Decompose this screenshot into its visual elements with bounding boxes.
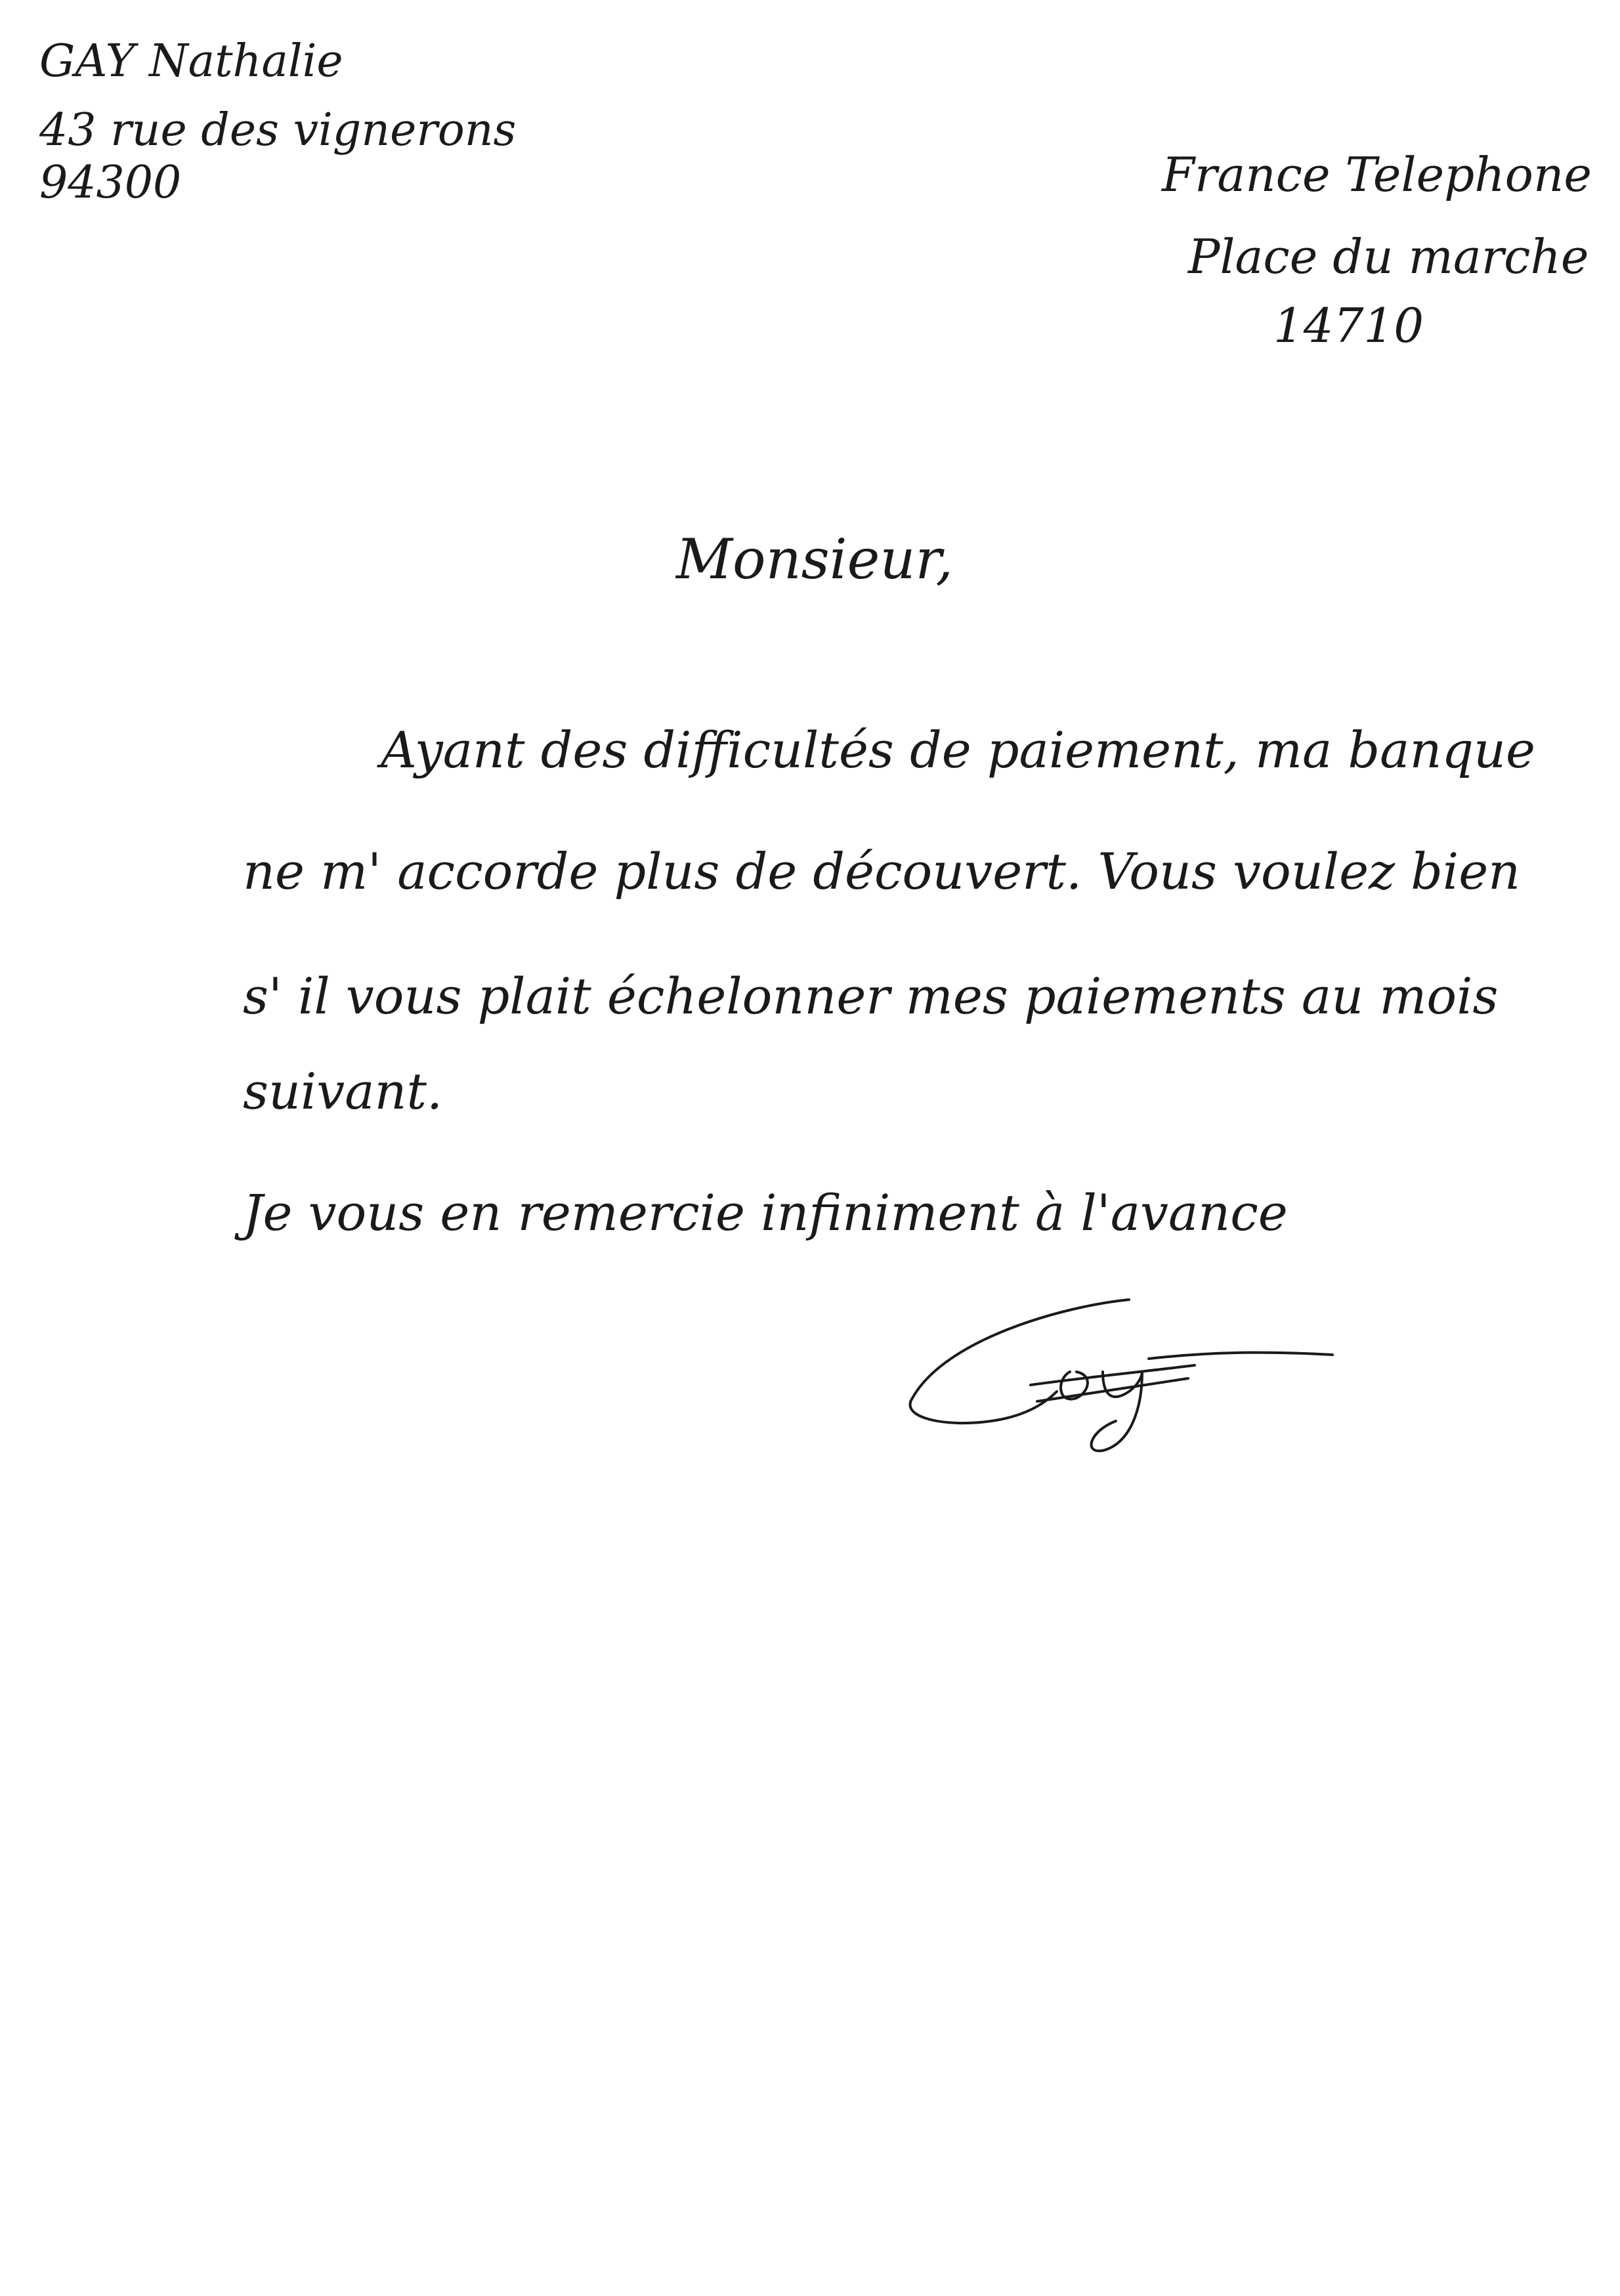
body-line: s' il vous plait échelonner mes paiements au mois	[243, 967, 1499, 1025]
signature-stroke	[1092, 1372, 1142, 1451]
signature	[866, 1286, 1339, 1470]
body-line: Ayant des difficultés de paiement, ma banque	[381, 721, 1535, 779]
closing-line: Je vous en remercie infiniment à l'avance	[243, 1183, 1288, 1242]
signature-stroke	[910, 1300, 1129, 1423]
salutation: Monsieur,	[676, 527, 954, 591]
signature-stroke	[1149, 1353, 1332, 1359]
body-line: ne m' accorde plus de découvert. Vous voulez bien	[243, 842, 1521, 901]
sender-name: GAY Nathalie	[39, 35, 343, 87]
recipient-company: France Telephone	[1162, 147, 1592, 202]
sender-street: 43 rue des vignerons	[39, 104, 517, 156]
recipient-postcode: 14710	[1273, 298, 1424, 353]
body-line: suivant.	[243, 1062, 443, 1120]
recipient-street: Place du marche	[1188, 229, 1589, 284]
sender-postcode: 94300	[39, 157, 182, 209]
